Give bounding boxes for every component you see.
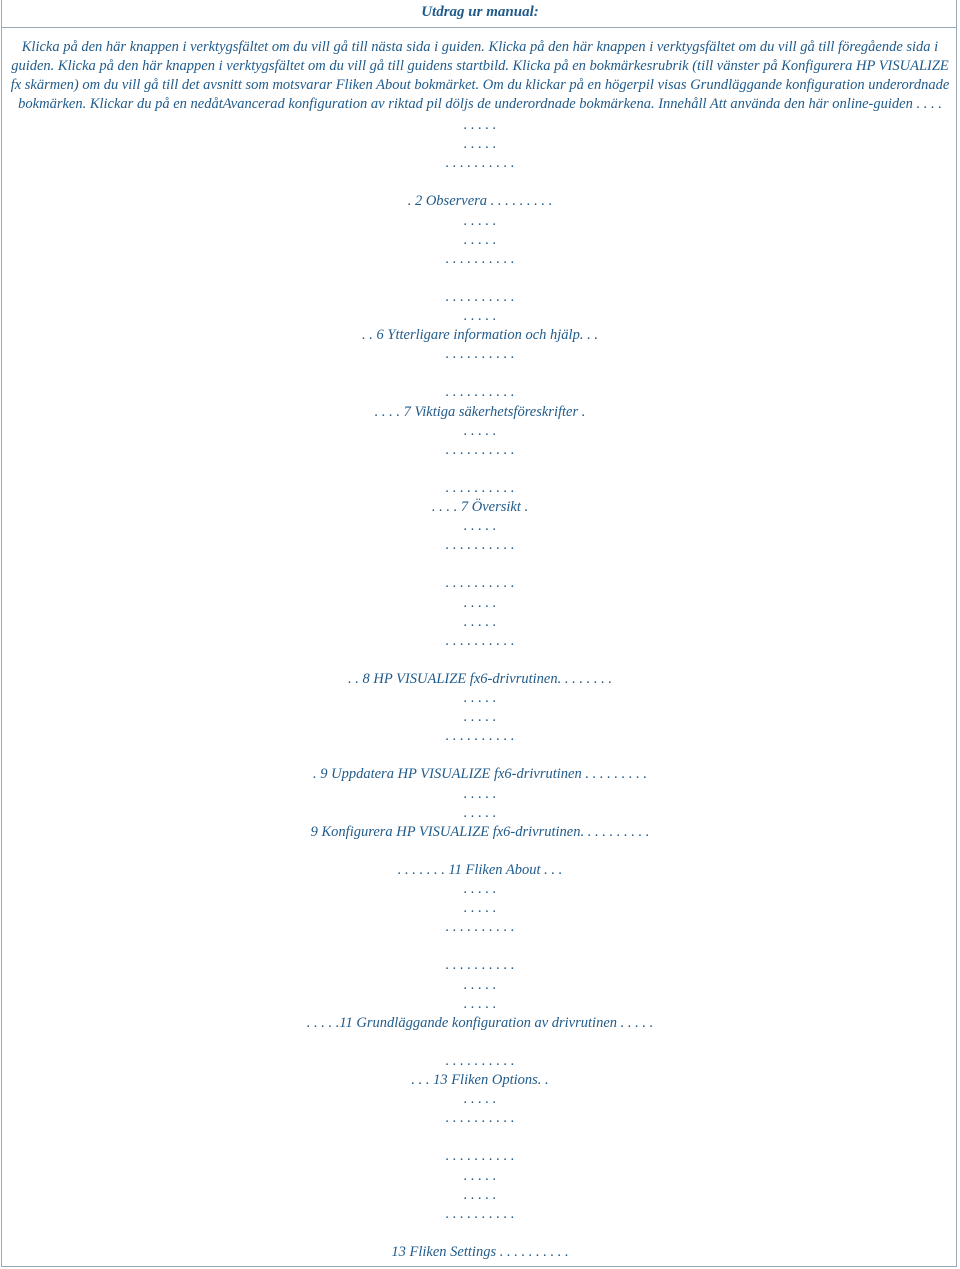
toc-line: . . . . 7 Viktiga säkerhetsföreskrifter . xyxy=(374,403,586,420)
toc-line: . 9 Uppdatera HP VISUALIZE fx6-drivrutinen . . . . . . . . . xyxy=(312,766,647,783)
toc-line: . . . . . . . . . . xyxy=(445,155,515,172)
toc-line: . . 6 Ytterligare information och hjälp. . . xyxy=(362,327,598,344)
toc-line: . . . . . . . . . . xyxy=(445,632,515,649)
toc-line: . . . . . . . . . . xyxy=(445,479,515,496)
toc-line: . . . . . . . . . . xyxy=(445,1148,515,1165)
toc-line: . . . . . xyxy=(463,1186,497,1203)
toc-line: . . . . . xyxy=(463,1167,497,1184)
toc-line: . . . . . xyxy=(463,1091,497,1108)
title-divider xyxy=(1,27,957,28)
toc-line: . . 8 HP VISUALIZE fx6-drivrutinen. . . . . . . . xyxy=(348,670,612,687)
toc-line: . . . . . . . . . . xyxy=(445,537,515,554)
toc-line: . . . . . . . . . . xyxy=(445,1052,515,1069)
toc-line: 9 Konfigurera HP VISUALIZE fx6-drivrutinen. . . . . . . . . . xyxy=(310,823,650,840)
toc-line: . . . . . . . . . . xyxy=(445,441,515,458)
toc-line: . . . . . xyxy=(463,308,497,324)
toc-line: . . . . . . . . . . xyxy=(445,728,515,745)
toc-line: . . . . . xyxy=(463,136,497,153)
intro-paragraph: Klicka på den här knappen i verktygsfältet om du vill gå till nästa sida i guiden. Klicka på den här knappen i verktygsfältet om du vill gå till föregående sida i guiden. Klicka på den här knappen i verktygsfältet om du vill gå till guidens startbild. Klicka på en bokmärkesrubrik (till vänster på Konfigurera HP VISUALIZE fx skärmen) om du vill gå till det avsnitt som motsvarar Fliken About bokmärket. Om du klickar på en högerpil visas Grundläggande konfiguration underordnade bokmärken. Klickar du på en nedåtAvancerad konfiguration av riktad pil döljs de underordnade bokmärkena. Innehåll Att använda den här online-guiden . . . . xyxy=(10,39,950,112)
toc-line: . . . . . xyxy=(463,231,497,248)
toc-line: . . . . . . . . . . xyxy=(445,288,515,305)
toc-line: 13 Fliken Settings . . . . . . . . . . xyxy=(391,1243,569,1260)
toc-line: . . . . . . . . . . xyxy=(445,250,515,267)
toc-line: . . . . . . . . . . xyxy=(445,919,515,936)
toc-line: . . . . . xyxy=(463,804,497,821)
toc-line: . . . . . xyxy=(463,785,497,802)
toc-line: . . . . . xyxy=(463,976,497,993)
toc-line: . . . . . xyxy=(463,709,497,726)
toc-line: . . . . . . . . . . xyxy=(445,957,515,974)
toc-line: . . . 13 Fliken Options. . xyxy=(411,1072,549,1088)
toc-line: . . . . . . . . . . xyxy=(445,346,515,363)
toc-line: . . . . . . . . . . xyxy=(445,1205,515,1222)
toc-line: . . . . . xyxy=(463,117,497,133)
toc-line: . . . . . xyxy=(463,518,497,535)
toc-line: . . . . 7 Översikt . xyxy=(431,499,529,515)
toc-line: . . . . . xyxy=(463,613,497,630)
toc-line: . . . . . xyxy=(463,422,497,439)
toc-line: . . . . . . . . . . xyxy=(445,1110,515,1127)
toc-line: . 2 Observera . . . . . . . . . xyxy=(407,193,553,210)
toc-line: . . . . . xyxy=(463,995,497,1012)
toc-line: . . . . . . . 11 Fliken About . . . xyxy=(397,861,563,878)
toc-line: . . . . . xyxy=(463,900,497,917)
toc-line: . . . . . . . . . . xyxy=(445,575,515,592)
toc-line: . . . . . . . . . . xyxy=(445,384,515,401)
toc-line: . . . . . xyxy=(463,881,497,897)
toc-line: . . . . . xyxy=(463,212,497,229)
toc-line: . . . . . xyxy=(463,594,497,611)
toc-line: . . . . .11 Grundläggande konfiguration av drivrutinen . . . . . xyxy=(306,1014,654,1031)
toc-line: . . . . . xyxy=(463,690,497,706)
page-title: Utdrag ur manual: xyxy=(421,4,539,20)
